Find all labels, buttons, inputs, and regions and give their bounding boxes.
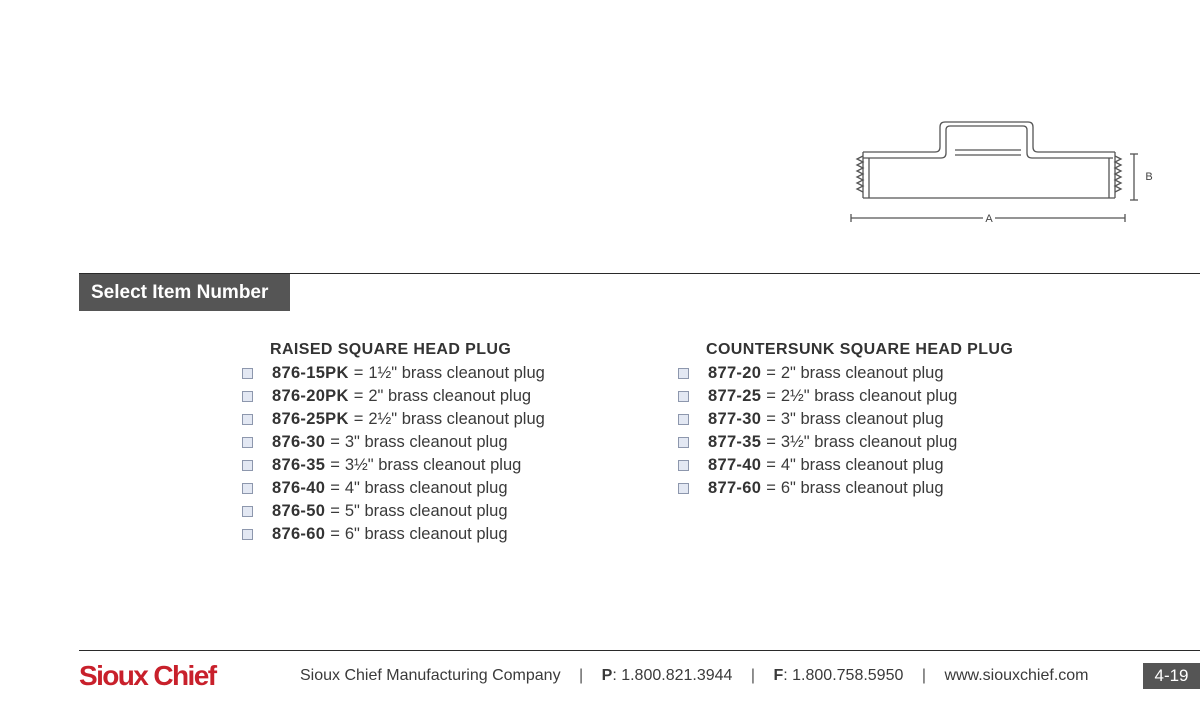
item-code: 877-40 bbox=[708, 456, 762, 474]
list-item: 876-30 = 3" brass cleanout plug bbox=[240, 431, 545, 454]
item-checkbox[interactable] bbox=[242, 506, 253, 517]
item-desc: 6" brass cleanout plug bbox=[344, 525, 508, 543]
fax-number: 1.800.758.5950 bbox=[792, 667, 904, 684]
item-checkbox[interactable] bbox=[242, 483, 253, 494]
list-item: 877-40 = 4" brass cleanout plug bbox=[676, 454, 1013, 477]
item-code: 877-35 bbox=[708, 433, 762, 451]
list-item: 876-35 = 3½" brass cleanout plug bbox=[240, 454, 545, 477]
countersunk-heading: COUNTERSUNK SQUARE HEAD PLUG bbox=[706, 341, 1014, 358]
plug-dimension-diagram bbox=[845, 118, 1165, 230]
list-item: 876-60 = 6" brass cleanout plug bbox=[240, 523, 545, 546]
list-item: 877-30 = 3" brass cleanout plug bbox=[676, 408, 1013, 431]
item-code: 877-20 bbox=[708, 364, 762, 382]
list-item: 877-60 = 6" brass cleanout plug bbox=[676, 477, 1013, 500]
item-checkbox[interactable] bbox=[242, 529, 253, 540]
item-desc: 4" brass cleanout plug bbox=[780, 456, 944, 474]
item-desc: 4" brass cleanout plug bbox=[344, 479, 508, 497]
item-checkbox[interactable] bbox=[678, 437, 689, 448]
dimension-a-label: A bbox=[985, 213, 993, 225]
footer-contact: Sioux Chief Manufacturing Company | P: 1.800.821.3944 | F: 1.800.758.5950 | www.siouxchief.com bbox=[300, 667, 1089, 684]
item-code: 876-60 bbox=[272, 525, 326, 543]
item-desc: 1½" brass cleanout plug bbox=[368, 364, 545, 382]
list-item: 877-20 = 2" brass cleanout plug bbox=[676, 362, 1013, 385]
item-checkbox[interactable] bbox=[242, 368, 253, 379]
list-item: 876-25PK = 2½" brass cleanout plug bbox=[240, 408, 545, 431]
item-desc: 2½" brass cleanout plug bbox=[368, 410, 545, 428]
raised-heading: RAISED SQUARE HEAD PLUG bbox=[270, 341, 512, 358]
item-desc: 2½" brass cleanout plug bbox=[780, 387, 958, 405]
list-item: 877-25 = 2½" brass cleanout plug bbox=[676, 385, 1013, 408]
item-code: 876-20PK bbox=[272, 387, 349, 405]
item-checkbox[interactable] bbox=[242, 391, 253, 402]
list-item: 877-35 = 3½" brass cleanout plug bbox=[676, 431, 1013, 454]
item-checkbox[interactable] bbox=[678, 460, 689, 471]
list-item: 876-50 = 5" brass cleanout plug bbox=[240, 500, 545, 523]
item-desc: 6" brass cleanout plug bbox=[780, 479, 944, 497]
item-desc: 2" brass cleanout plug bbox=[368, 387, 532, 405]
item-desc: 3" brass cleanout plug bbox=[780, 410, 944, 428]
item-code: 877-25 bbox=[708, 387, 762, 405]
countersunk-square-head-list bbox=[676, 338, 1013, 500]
item-desc: 3½" brass cleanout plug bbox=[780, 433, 958, 451]
item-checkbox[interactable] bbox=[678, 483, 689, 494]
page-number: 4-19 bbox=[1143, 663, 1200, 689]
item-code: 876-40 bbox=[272, 479, 326, 497]
item-checkbox[interactable] bbox=[678, 391, 689, 402]
list-item: 876-40 = 4" brass cleanout plug bbox=[240, 477, 545, 500]
item-checkbox[interactable] bbox=[242, 414, 253, 425]
fax-label: F bbox=[773, 667, 784, 684]
footer-divider bbox=[79, 650, 1200, 651]
item-code: 877-30 bbox=[708, 410, 762, 428]
item-code: 876-50 bbox=[272, 502, 326, 520]
item-code: 876-30 bbox=[272, 433, 326, 451]
raised-square-head-list bbox=[240, 338, 545, 546]
item-code: 876-15PK bbox=[272, 364, 349, 382]
item-checkbox[interactable] bbox=[242, 460, 253, 471]
item-checkbox[interactable] bbox=[678, 414, 689, 425]
item-code: 877-60 bbox=[708, 479, 762, 497]
list-item: 876-15PK = 1½" brass cleanout plug bbox=[240, 362, 545, 385]
item-checkbox[interactable] bbox=[678, 368, 689, 379]
item-desc: 5" brass cleanout plug bbox=[344, 502, 508, 520]
section-title: Select Item Number bbox=[79, 274, 290, 311]
item-code: 876-35 bbox=[272, 456, 326, 474]
item-checkbox[interactable] bbox=[242, 437, 253, 448]
item-code: 876-25PK bbox=[272, 410, 349, 428]
item-desc: 3" brass cleanout plug bbox=[344, 433, 508, 451]
phone-label: P bbox=[601, 667, 613, 684]
company-name: Sioux Chief Manufacturing Company bbox=[300, 667, 561, 684]
item-desc: 3½" brass cleanout plug bbox=[344, 456, 522, 474]
sioux-chief-logo: Sioux Chief bbox=[79, 660, 216, 691]
list-item: 876-20PK = 2" brass cleanout plug bbox=[240, 385, 545, 408]
item-desc: 2" brass cleanout plug bbox=[780, 364, 944, 382]
website-link[interactable]: www.siouxchief.com bbox=[944, 667, 1089, 684]
phone-number: 1.800.821.3944 bbox=[621, 667, 733, 684]
dimension-b-label: B bbox=[1145, 171, 1153, 183]
